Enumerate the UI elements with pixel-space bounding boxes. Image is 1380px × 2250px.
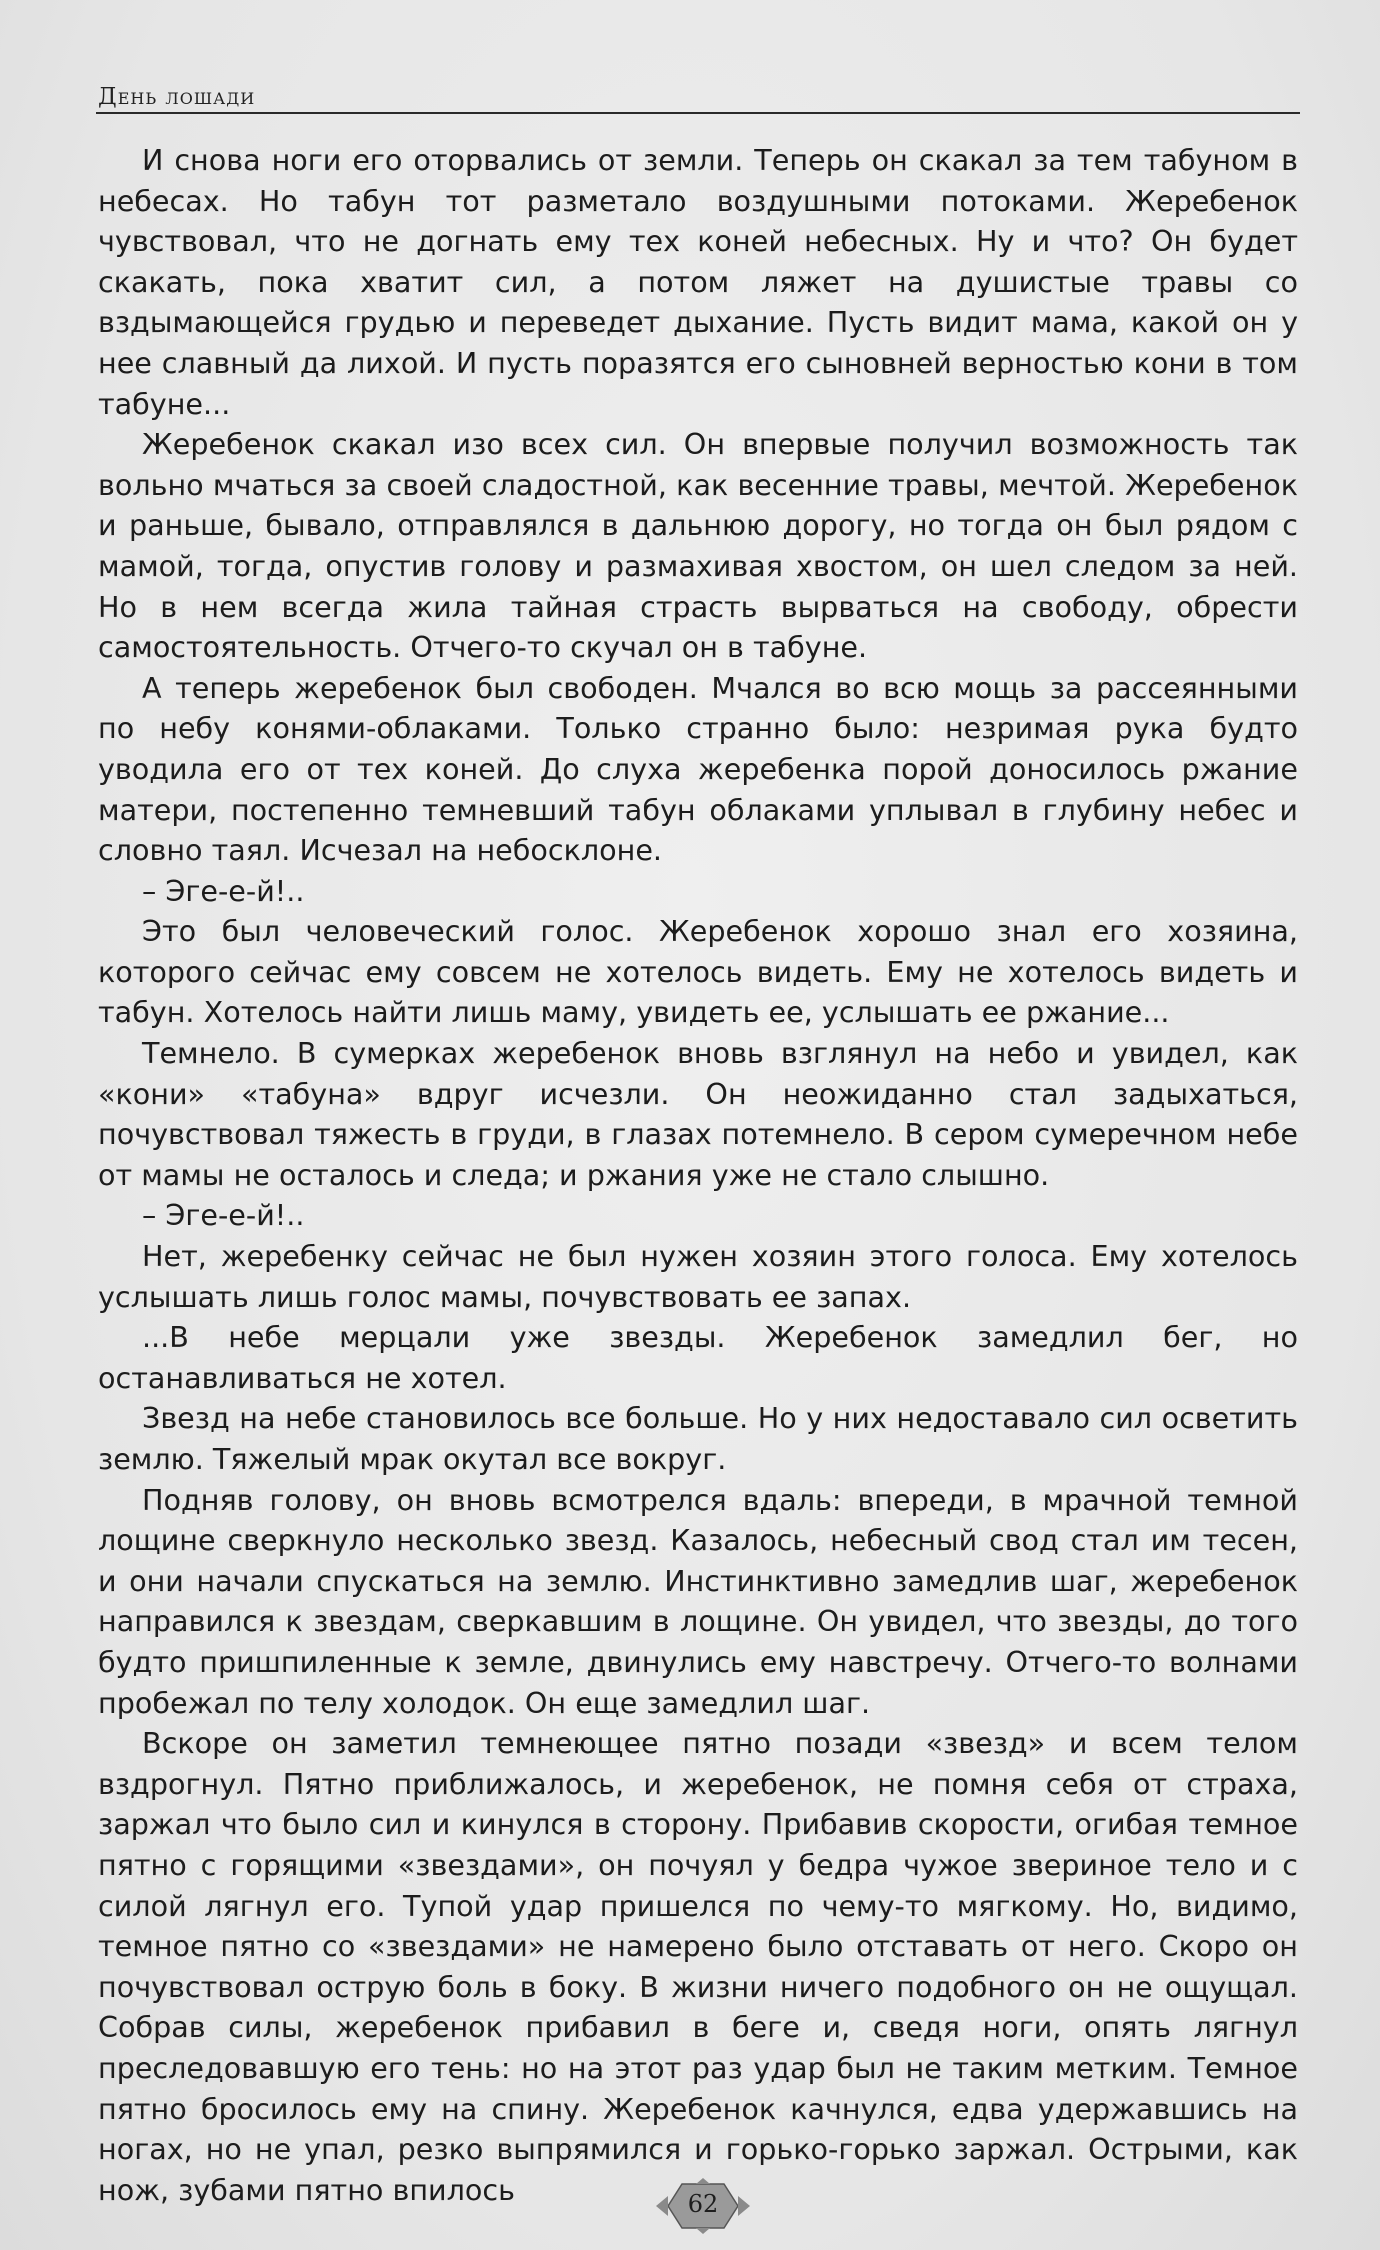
running-title: День лошади: [98, 84, 256, 110]
paragraph: Нет, жеребенку сейчас не был нужен хозяин этого голоса. Ему хотелось услышать лишь голос мамы, почувствовать ее запах.: [98, 1239, 1298, 1314]
paragraph: А теперь жеребенок был свободен. Мчался во всю мощь за рассеянными по небу конями-облаками. Только странно было: незримая рука будто уводила его от тех коней. До слуха жеребенка порой доносилось ржание матери, постепенно темневший табун облаками уплывал в глубину небес и словно таял. Исчезал на небосклоне.: [98, 670, 1298, 868]
paragraph: Жеребенок скакал изо всех сил. Он впервые получил возможность так вольно мчаться за своей сладостной, как весенние травы, мечтой. Жеребенок и раньше, бывало, отправлялся в дальнюю дорогу, но тогда он был рядом с мамой, тогда, опустив голову и размахивая хвостом, он шел следом за ней. Но в нем всегда жила тайная страсть вырваться на свободу, обрести самостоятельность. Отчего-то скучал он в табуне.: [98, 427, 1298, 665]
paragraph: Подняв голову, он вновь всмотрелся вдаль: впереди, в мрачной темной лощине сверкнуло несколько звезд. Казалось, небесный свод стал им тесен, и они начали спускаться на землю. Инстинктивно замедлив шаг, жеребенок направился к звездам, сверкавшим в лощине. Он увидел, что звезды, до того будто пришпиленные к земле, двинулись ему навстречу. Отчего-то волнами пробежал по телу холодок. Он еще замедлил шаг.: [98, 1482, 1298, 1720]
page-number: 62: [687, 2190, 719, 2218]
dialogue-line: – Эге-е-й!..: [142, 873, 305, 908]
body-text: [98, 140, 1298, 2210]
dialogue-line: – Эге-е-й!..: [142, 1198, 305, 1233]
paragraph: Вскоре он заметил темнеющее пятно позади «звезд» и всем телом вздрогнул. Пятно приближалось, и жеребенок, не помня себя от страха, заржал что было сил и кинулся в сторону. Прибавив скорости, огибая темное пятно с горящими «звездами», он почуял у бедра чужое звериное тело и с силой лягнул его. Тупой удар пришелся по чему-то мягкому. Но, видимо, темное пятно со «звездами» не намерено было отставать от него. Скоро он почувствовал острую боль в боку. В жизни ничего подобного он не ощущал. Собрав силы, жеребенок прибавил в беге и, сведя ноги, опять лягнул преследовавшую его тень: но на этот раз удар был не таким метким. Темное пятно бросилось ему на спину. Жеребенок качнулся, едва удержавшись на ногах, но не упал, резко выпрямился и горько-горько заржал. Острыми, как нож, зубами пятно впилось: [98, 1726, 1298, 2207]
paragraph: Это был человеческий голос. Жеребенок хорошо знал его хозяина, которого сейчас ему совсем не хотелось видеть. Ему не хотелось видеть и табун. Хотелось найти лишь маму, увидеть ее, услышать ее ржание...: [98, 914, 1298, 1030]
running-header: [96, 78, 1300, 114]
paragraph: Темнело. В сумерках жеребенок вновь взглянул на небо и увидел, как «кони» «табуна» вдруг исчезли. Он неожиданно стал задыхаться, почувствовал тяжесть в груди, в глазах потемнело. В сером сумеречном небе от мамы не осталось и следа; и ржания уже не стало слышно.: [98, 1036, 1298, 1192]
page-number-ornament: [648, 2178, 758, 2234]
paragraph: Звезд на небе становилось все больше. Но у них недоставало сил осветить землю. Тяжелый мрак окутал все вокруг.: [98, 1401, 1298, 1476]
paragraph: ...В небе мерцали уже звезды. Жеребенок замедлил бег, но останавливаться не хотел.: [98, 1320, 1298, 1395]
paragraph: И снова ноги его оторвались от земли. Теперь он скакал за тем табуном в небесах. Но табун тот разметало воздушными потоками. Жеребенок чувствовал, что не догнать ему тех коней небесных. Ну и что? Он будет скакать, пока хватит сил, а потом ляжет на душистые травы со вздымающейся грудью и переведет дыхание. Пусть видит мама, какой он у нее славный да лихой. И пусть поразятся его сыновней верностью кони в том табуне...: [98, 143, 1298, 421]
